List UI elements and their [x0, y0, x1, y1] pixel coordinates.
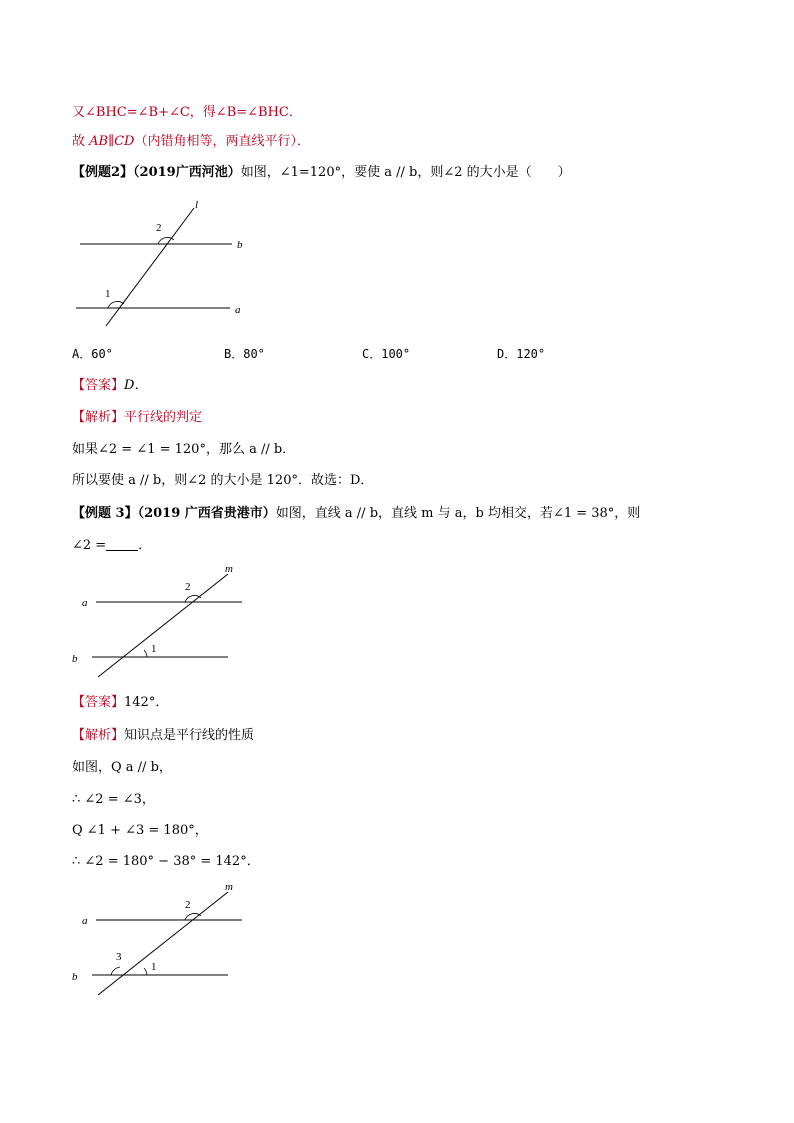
example2-analysis-line-2: 所以要使 a // b，则∠2 的大小是 120°．故选：D．: [72, 473, 374, 488]
analysis-topic: 平行线的判定: [124, 410, 203, 425]
label-b: b: [72, 971, 78, 983]
label-angle-2: 2: [185, 899, 191, 911]
answer-blank[interactable]: [106, 538, 138, 551]
answer-label: 【答案】: [72, 378, 125, 393]
example3-tag: 【例题 3】（2019 广西省贵港市）: [72, 506, 276, 521]
example3-step-2: ∴ ∠2 = ∠3，: [72, 792, 155, 807]
choice-c[interactable]: C．100°: [362, 347, 411, 361]
example3-step-4: ∴ ∠2 = 180° − 38° = 142°．: [72, 854, 260, 869]
example2-question-text: 如图，∠1=120°，要使 a // b，则∠2 的大小是（ ）: [240, 165, 571, 180]
example3-figure-1: [70, 562, 250, 682]
angle-1-arc: [144, 650, 147, 657]
example2-analysis-heading: [72, 409, 202, 427]
example2-analysis-line-1: 如果∠2 = ∠1 = 120°，那么 a // b．: [72, 442, 296, 457]
angle-2-arc: [185, 595, 201, 602]
answer-value: D．: [124, 378, 148, 393]
angle-2-arc: [185, 913, 201, 920]
answer-value: 142°．: [124, 695, 169, 710]
example2-tag: 【例题2】（2019广西河池）: [72, 165, 241, 180]
example3-question-cont: ∠2 = ．: [72, 538, 152, 553]
choice-b[interactable]: B．80°: [224, 347, 265, 361]
example3-analysis-heading: [72, 727, 254, 745]
label-angle-2: 2: [156, 222, 162, 234]
example3-question-text: 如图，直线 a // b，直线 m 与 a，b 均相交，若∠1 = 38°，则: [275, 506, 641, 521]
example2-figure: [70, 196, 260, 332]
choice-a[interactable]: A．60°: [72, 347, 113, 361]
line-m: [98, 892, 228, 995]
analysis-label: 【解析】: [72, 410, 125, 425]
label-angle-1: 1: [105, 288, 111, 300]
example3-step-1: 如图，Q a // b，: [72, 760, 172, 775]
example3-step-3: Q ∠1 + ∠3 = 180°，: [72, 823, 208, 838]
example2-answer: [72, 377, 147, 395]
example3-answer: [72, 694, 168, 712]
label-angle-3: 3: [116, 951, 122, 963]
angle-1-arc: [144, 968, 147, 975]
line-m: [98, 574, 228, 677]
label-l: l: [195, 199, 199, 211]
choice-d[interactable]: D．120°: [497, 347, 546, 361]
analysis-label: 【解析】: [72, 728, 125, 743]
label-m: m: [225, 563, 233, 575]
label-b: b: [72, 653, 78, 665]
prev-solution-line-2: 故 AB∥CD（内错角相等，两直线平行）．: [72, 134, 310, 149]
angle-3-arc: [111, 967, 120, 975]
label-a: a: [82, 915, 88, 927]
label-angle-2: 2: [185, 581, 191, 593]
label-a: a: [235, 304, 241, 316]
answer-label: 【答案】: [72, 695, 125, 710]
label-b: b: [237, 239, 243, 251]
prev-solution-math: AB∥CD: [89, 134, 135, 149]
example3-figure-2: [70, 880, 250, 1000]
analysis-topic: 知识点是平行线的性质: [124, 728, 255, 743]
label-angle-1: 1: [151, 643, 157, 655]
label-m: m: [225, 881, 233, 893]
label-a: a: [82, 597, 88, 609]
example3-question: [72, 505, 640, 523]
angle-2-arc: [158, 237, 174, 244]
label-angle-1: 1: [151, 961, 157, 973]
example2-question: [72, 164, 571, 182]
prev-solution-line-1: 又∠BHC=∠B+∠C，得∠B=∠BHC．: [72, 105, 302, 120]
